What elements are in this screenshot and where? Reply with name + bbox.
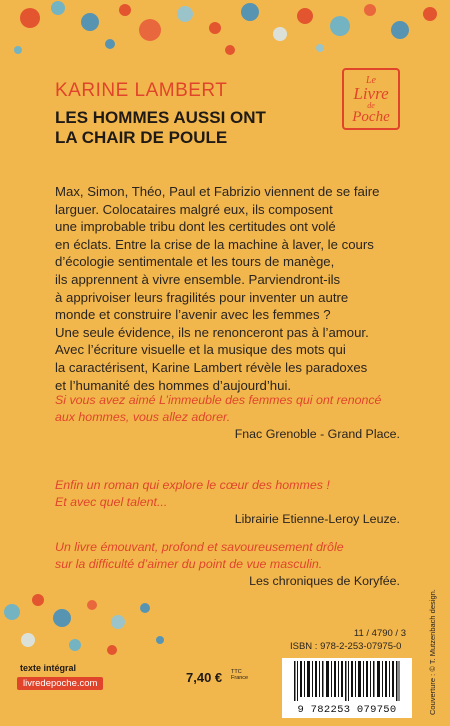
- barcode: [282, 658, 412, 718]
- review-quote-line: Et avec quel talent...: [55, 495, 168, 509]
- review-quote-line: aux hommes, vous allez adorer.: [55, 410, 231, 424]
- review-quote-line: sur la difficulté d’aimer du point de vue masculin.: [55, 557, 323, 571]
- price-note-line: TTC: [231, 669, 242, 675]
- logo-text: Livre: [353, 84, 389, 103]
- edition-label: texte intégral: [20, 663, 77, 673]
- review-quote-line: Un livre émouvant, profond et savoureusement drôle: [55, 540, 344, 554]
- blurb-line: Avec l’écriture visuelle et la musique des mots qui: [55, 342, 346, 358]
- blurb-line: en éclats. Entre la crise de la machine à laver, le cours: [55, 236, 374, 252]
- review-quote: [55, 477, 410, 528]
- blurb-line: à apprivoiser leurs fragilités pour inventer un autre: [55, 289, 349, 305]
- review-quote-line: Enfin un roman qui explore le cœur des hommes !: [55, 478, 330, 492]
- blurb-line: Max, Simon, Théo, Paul et Fabrizio viennent de se faire: [55, 184, 380, 199]
- blurb-line: d’écologie sentimentale et les tours de manège,: [55, 254, 335, 270]
- review-quote: [55, 392, 410, 443]
- review-quote: [55, 539, 410, 590]
- livre-de-poche-logo: [342, 68, 400, 130]
- blurb-line: monde et construire l’avenir avec les femmes ?: [55, 307, 331, 323]
- book-blurb: [55, 183, 410, 394]
- author-name: KARINE LAMBERT: [55, 80, 228, 101]
- blurb-line: et l’humanité des hommes d’aujourd’hui.: [55, 377, 292, 393]
- catalog-ref: 11 / 4790 / 3: [353, 628, 406, 639]
- review-source: Les chroniques de Koryfée.: [249, 574, 400, 588]
- title-line: LES HOMMES AUSSI ONT: [55, 108, 266, 127]
- logo-text: de: [367, 101, 375, 110]
- barcode-digits: 9 782253 079750: [297, 704, 397, 716]
- blurb-line: une improbable tribu dont les certitudes ont volé: [55, 219, 336, 235]
- price-note-line: France: [231, 675, 249, 681]
- review-quote-line: Si vous avez aimé L’immeuble des femmes qui ont renoncé: [55, 393, 382, 407]
- review-source: Fnac Grenoble - Grand Place.: [234, 427, 400, 441]
- review-source: Librairie Etienne-Leroy Leuze.: [234, 512, 400, 526]
- blurb-line: larguer. Colocataires malgré eux, ils composent: [55, 201, 333, 217]
- website-link[interactable]: livredepoche.com: [17, 677, 103, 690]
- cover-credit: Couverture : © T. Mutzenbach design.: [428, 589, 437, 715]
- book-title: [55, 108, 335, 148]
- price-note: [231, 669, 248, 681]
- blurb-line: ils apprennent à vivre ensemble. Parviendront-ils: [55, 271, 341, 287]
- blurb-line: Une seule évidence, ils ne renonceront pas à l’amour.: [55, 324, 369, 340]
- isbn-number: ISBN : 978-2-253-07975-0: [290, 641, 402, 652]
- catalog-codes: [290, 627, 406, 653]
- logo-text: Poche: [352, 109, 390, 125]
- blurb-line: la caractérisent, Karine Lambert révèle les paradoxes: [55, 359, 368, 375]
- price: 7,40 €: [186, 670, 223, 685]
- barcode-bars-icon: [294, 661, 400, 701]
- title-line: LA CHAIR DE POULE: [55, 128, 228, 147]
- logo-text: Le: [366, 75, 376, 86]
